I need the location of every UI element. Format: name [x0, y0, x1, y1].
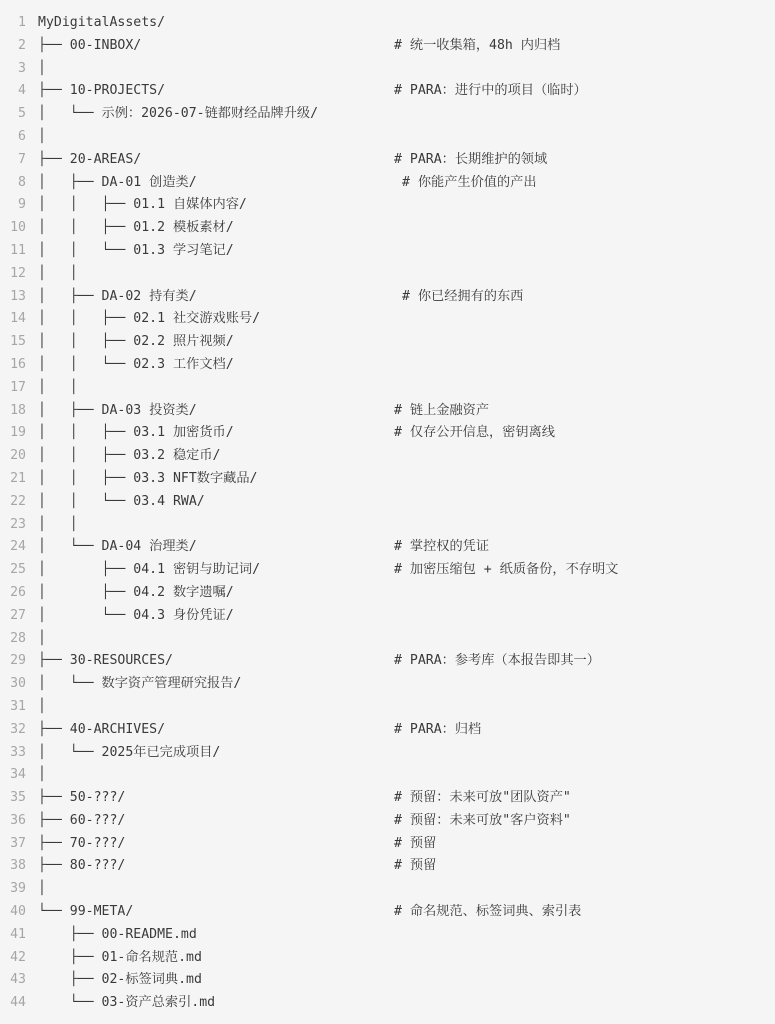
code-line	[0, 331, 775, 354]
line-number: 44	[10, 995, 26, 1011]
code-text: │ ├── DA-03 投资类/	[38, 402, 197, 418]
line-number: 39	[10, 881, 26, 897]
line-number: 1	[18, 15, 26, 30]
code-line	[0, 468, 775, 491]
code-line	[0, 787, 775, 810]
code-line	[0, 764, 775, 787]
code-text: │ │ ├── 02.1 社交游戏账号/	[38, 311, 261, 327]
code-line	[0, 924, 775, 947]
line-number: 43	[10, 972, 26, 988]
code-text: │ ├── DA-01 创造类/	[38, 174, 197, 190]
code-comment: # 你能产生价值的产出	[394, 174, 537, 190]
code-line	[0, 354, 775, 377]
code-text: │ │	[38, 516, 78, 532]
code-line	[0, 126, 775, 149]
code-comment: # 统一收集箱，48h 内归档	[394, 37, 561, 53]
code-text: │	[38, 60, 46, 76]
code-comment: # PARA：归档	[394, 721, 482, 737]
code-text: │ │ ├── 03.3 NFT数字藏品/	[38, 470, 258, 486]
code-line	[0, 947, 775, 970]
line-number: 34	[10, 767, 26, 783]
code-text: ├── 40-ARCHIVES/	[38, 721, 166, 737]
line-number: 22	[10, 493, 26, 509]
code-line	[0, 445, 775, 468]
code-text: ├── 60-???/	[38, 812, 126, 828]
line-number: 10	[10, 220, 26, 236]
code-comment: # 预留：未来可放"客户资料"	[394, 812, 571, 828]
code-text: │	[38, 630, 46, 646]
code-text: │ ├── 04.1 密钥与助记词/	[38, 562, 261, 578]
line-number: 15	[10, 334, 26, 350]
code-line	[0, 217, 775, 240]
line-number: 14	[10, 311, 26, 327]
line-number: 38	[10, 858, 26, 874]
code-text: │ │ ├── 01.2 模板素材/	[38, 220, 234, 236]
code-text: │ └── 04.3 身份凭证/	[38, 607, 234, 623]
code-text: │ └── DA-04 治理类/	[38, 539, 197, 555]
line-number: 8	[18, 174, 26, 190]
line-number: 20	[10, 448, 26, 464]
line-number: 27	[10, 607, 26, 623]
code-comment: # 仅存公开信息，密钥离线	[394, 425, 555, 441]
code-text: ├── 20-AREAS/	[38, 151, 142, 167]
code-text: ├── 30-RESOURCES/	[38, 653, 173, 669]
code-line	[0, 172, 775, 195]
line-number: 35	[10, 790, 26, 806]
code-line	[0, 514, 775, 537]
code-line	[0, 742, 775, 765]
code-line	[0, 103, 775, 126]
code-text: │	[38, 767, 46, 783]
code-line	[0, 969, 775, 992]
line-number: 24	[10, 539, 26, 555]
code-comment: # 链上金融资产	[394, 402, 490, 418]
code-text: │ │ ├── 02.2 照片视频/	[38, 334, 234, 350]
code-line	[0, 810, 775, 833]
code-line	[0, 240, 775, 263]
code-line	[0, 80, 775, 103]
code-comment: # PARA：长期维护的领域	[394, 151, 548, 167]
line-number: 25	[10, 562, 26, 578]
line-number: 28	[10, 630, 26, 646]
code-text: ├── 70-???/	[38, 835, 126, 851]
code-comment: # 命名规范、标签词典、索引表	[394, 904, 582, 920]
code-line	[0, 194, 775, 217]
code-text: │ │ └── 01.3 学习笔记/	[38, 242, 234, 258]
code-text: ├── 00-README.md	[38, 926, 197, 942]
code-text: │ │ └── 02.3 工作文档/	[38, 356, 234, 372]
line-number: 12	[10, 265, 26, 281]
code-line	[0, 35, 775, 58]
line-number: 18	[10, 402, 26, 418]
line-number: 4	[18, 83, 26, 99]
line-number: 6	[18, 128, 26, 144]
code-line	[0, 992, 775, 1015]
code-text: ├── 80-???/	[38, 858, 126, 874]
code-line	[0, 650, 775, 673]
code-text: │ │ ├── 03.2 稳定币/	[38, 448, 221, 464]
code-line	[0, 559, 775, 582]
line-number: 31	[10, 698, 26, 714]
line-number: 17	[10, 379, 26, 395]
code-text: │ └── 2025年已完成项目/	[38, 744, 221, 760]
code-text: │ │	[38, 379, 78, 395]
code-line	[0, 901, 775, 924]
line-number: 32	[10, 721, 26, 737]
code-line	[0, 855, 775, 878]
line-number: 13	[10, 288, 26, 304]
line-number: 37	[10, 835, 26, 851]
line-number: 36	[10, 812, 26, 828]
code-line	[0, 149, 775, 172]
code-comment: # 预留：未来可放"团队资产"	[394, 790, 571, 806]
line-number: 9	[18, 197, 26, 213]
line-number: 41	[10, 926, 26, 942]
code-line	[0, 58, 775, 81]
line-number: 33	[10, 744, 26, 760]
line-number: 5	[18, 106, 26, 122]
line-number: 29	[10, 653, 26, 669]
line-number: 11	[10, 242, 26, 258]
line-number: 2	[18, 37, 26, 53]
code-line	[0, 582, 775, 605]
code-text: ├── 50-???/	[38, 790, 126, 806]
code-comment: # PARA：进行中的项目（临时）	[394, 83, 587, 99]
line-number: 30	[10, 676, 26, 692]
code-text: │ └── 示例：2026-07-链都财经品牌升级/	[38, 106, 319, 122]
code-line	[0, 696, 775, 719]
code-line	[0, 833, 775, 856]
code-comment: # PARA：参考库（本报告即其一）	[394, 653, 600, 669]
line-number: 21	[10, 470, 26, 486]
line-number: 19	[10, 425, 26, 441]
code-line	[0, 536, 775, 559]
code-line	[0, 605, 775, 628]
code-line	[0, 673, 775, 696]
code-line	[0, 400, 775, 423]
code-line	[0, 263, 775, 286]
code-text: MyDigitalAssets/	[38, 15, 166, 30]
code-text: │ │	[38, 265, 78, 281]
line-number: 40	[10, 904, 26, 920]
code-comment: # 加密压缩包 + 纸质备份，不存明文	[394, 562, 619, 578]
line-number: 42	[10, 949, 26, 965]
code-comment: # 预留	[394, 835, 437, 851]
code-text: │ │ ├── 01.1 自媒体内容/	[38, 197, 247, 213]
code-text: ├── 02-标签词典.md	[38, 972, 202, 988]
code-line	[0, 377, 775, 400]
code-line	[0, 878, 775, 901]
code-text: │ └── 数字资产管理研究报告/	[38, 676, 242, 692]
code-comment: # 你已经拥有的东西	[394, 288, 524, 304]
line-number: 26	[10, 584, 26, 600]
code-text: ├── 00-INBOX/	[38, 37, 142, 53]
code-line	[0, 719, 775, 742]
code-line	[0, 308, 775, 331]
code-line	[0, 491, 775, 514]
code-comment: # 掌控权的凭证	[394, 539, 490, 555]
code-text: │ ├── 04.2 数字遗嘱/	[38, 584, 234, 600]
code-text: └── 03-资产总索引.md	[38, 995, 216, 1011]
code-text: │	[38, 128, 46, 144]
code-line	[0, 286, 775, 309]
line-number: 23	[10, 516, 26, 532]
code-text: │	[38, 881, 46, 897]
code-comment: # 预留	[394, 858, 437, 874]
line-number: 3	[18, 60, 26, 76]
code-line	[0, 422, 775, 445]
code-text: │ ├── DA-02 持有类/	[38, 288, 197, 304]
code-line	[0, 12, 775, 35]
line-number: 16	[10, 356, 26, 372]
code-text: └── 99-META/	[38, 904, 134, 920]
code-text: ├── 01-命名规范.md	[38, 949, 202, 965]
code-line	[0, 628, 775, 651]
code-text: ├── 10-PROJECTS/	[38, 83, 166, 99]
code-text: │	[38, 698, 46, 714]
code-text: │ │ └── 03.4 RWA/	[38, 493, 205, 509]
code-text: │ │ ├── 03.1 加密货币/	[38, 425, 234, 441]
line-number: 7	[18, 151, 26, 167]
